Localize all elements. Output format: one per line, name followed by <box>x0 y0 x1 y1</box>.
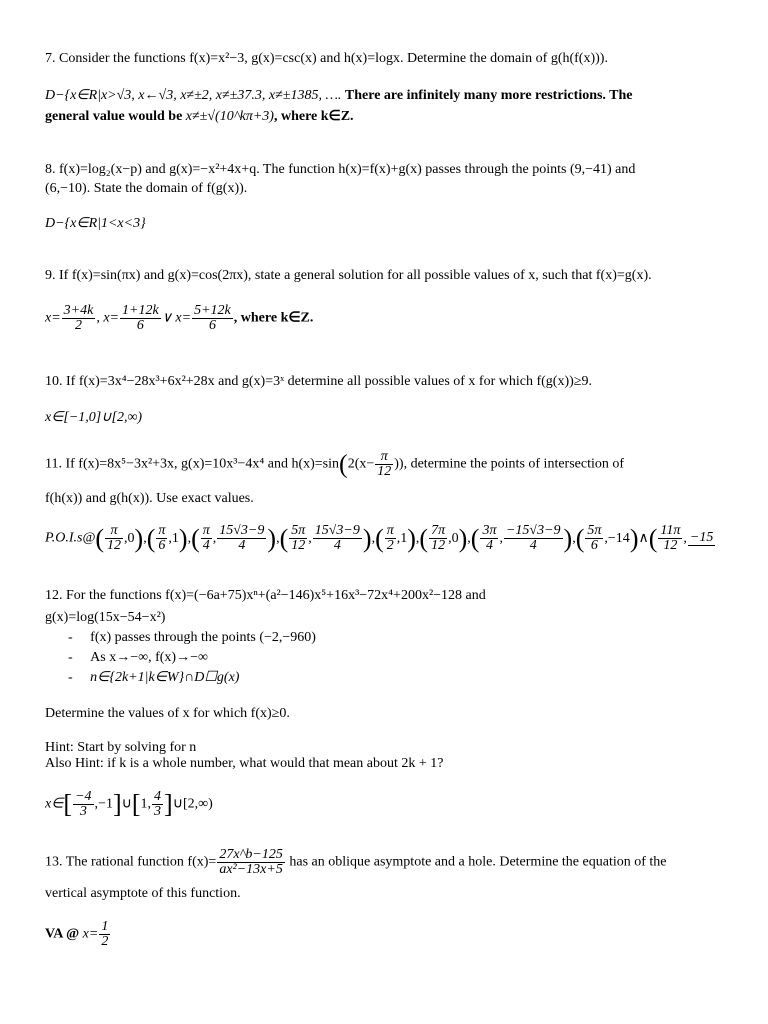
poi-y: 0 <box>127 530 135 546</box>
q11-points-list <box>95 524 716 553</box>
q12-ans-b: ,−1 <box>94 796 113 812</box>
poi-comma: , <box>499 530 503 546</box>
q11-pi-frac <box>375 450 393 479</box>
poi-comma: , <box>448 530 452 546</box>
poi-close-paren: ) <box>629 524 639 553</box>
poi-y-num: −15√3−9 <box>505 524 561 538</box>
poi-y <box>217 524 266 553</box>
q12-answer <box>45 790 213 819</box>
q12-frac-1 <box>73 790 93 819</box>
poi-comma: , <box>683 530 687 546</box>
q9-frac3 <box>192 304 233 333</box>
q7-answer-bold-2: general value would be <box>45 109 183 124</box>
poi-x-den: 12 <box>663 538 678 553</box>
poi-x <box>105 524 123 553</box>
poi-comma: , <box>396 530 401 546</box>
poi-y: 1 <box>400 530 408 546</box>
q7-question: 7. Consider the functions f(x)=x²−3, g(x)=csc(x) and h(x)=logx. Determine the domain of g(h(f(x))). <box>45 51 608 66</box>
q8-question-line-1: 8. f(x)=log₂(x−p) and g(x)=−x²+4x+q. The function h(x)=f(x)+g(x) passes through the points (9,−41) and <box>45 162 636 177</box>
q11-open-paren: ( <box>339 449 348 479</box>
poi-point <box>95 524 147 553</box>
poi-x-den: 12 <box>291 538 306 553</box>
q13-frac-den: ax²−13x+5 <box>219 862 283 877</box>
poi-comma: , <box>308 530 312 546</box>
poi-separator: , <box>415 530 420 546</box>
poi-point <box>375 524 420 553</box>
q12-bullet-1: - f(x) passes through the points (−2,−960) <box>68 630 316 645</box>
q9-frac3-num: 5+12k <box>194 303 231 318</box>
poi-x <box>201 524 212 553</box>
poi-point <box>279 524 376 553</box>
q11-question-1b: 2(x− <box>347 456 375 472</box>
poi-x-num: 5π <box>587 524 602 538</box>
poi-comma: , <box>212 530 217 546</box>
q11-answer-prefix: P.O.I.s@ <box>45 530 96 546</box>
poi-point <box>470 524 576 553</box>
q12-prompt: Determine the values of x for which f(x)≥0. <box>45 706 290 721</box>
poi-y-den: 4 <box>333 538 341 553</box>
q9-answer <box>45 304 313 333</box>
poi-x <box>156 524 167 553</box>
q9-frac1 <box>62 304 96 333</box>
q12-frac-2-den: 3 <box>154 804 162 819</box>
poi-y: 1 <box>171 530 179 546</box>
q13-frac-num: 27x^b−125 <box>219 847 283 862</box>
poi-y-den: 4 <box>529 538 537 553</box>
q13-q-b: has an oblique asymptote and a hole. Determine the equation of the <box>285 854 667 870</box>
poi-close-paren: ) <box>134 524 144 553</box>
q7-answer-line-2 <box>45 109 354 125</box>
poi-x-num: 11π <box>660 524 681 538</box>
q12-ans-e: ∪[2,∞) <box>172 796 213 812</box>
q13-frac <box>217 848 285 877</box>
poi-comma: , <box>604 530 608 546</box>
q12-bullet-1-text: f(x) passes through the points (−2,−960) <box>90 630 316 645</box>
q12-bullet-3-text: n∈{2k+1|k∈W}∩D☐g(x) <box>90 670 240 685</box>
q13-question-line-1 <box>45 848 667 877</box>
poi-x <box>658 524 682 553</box>
q9-x2: , x= <box>96 310 120 326</box>
q12-bracket-4: ] <box>164 789 173 819</box>
q9-frac3-den: 6 <box>208 318 216 333</box>
q8-answer: D−{x∈R|1<x<3} <box>45 216 146 231</box>
q8-question-line-2: (6,−10). State the domain of f(g(x)). <box>45 181 248 196</box>
poi-x-num: 7π <box>431 524 446 538</box>
poi-y-num: −15 <box>689 530 714 545</box>
poi-separator: , <box>371 530 376 546</box>
q12-bracket-3: [ <box>131 789 141 819</box>
poi-close-paren: ) <box>362 524 372 553</box>
poi-y-num: 15√3−9 <box>219 524 265 538</box>
q11-question-1c: )), determine the points of intersection of <box>394 456 625 472</box>
poi-separator: , <box>467 530 471 546</box>
q7-answer-set: D−{x∈R|x>√3, x←√3, x≠±2, x≠±37.3, x≠±1385, …. <box>45 88 342 103</box>
poi-x-num: π <box>158 524 166 538</box>
q13-question-line-2: vertical asymptote of this function. <box>45 886 241 901</box>
poi-x <box>480 524 498 553</box>
q12-hint-2: Also Hint: if k is a whole number, what would that mean about 2k + 1? <box>45 756 444 771</box>
poi-x-num: π <box>386 524 394 538</box>
poi-y: 0 <box>451 530 459 546</box>
q12-question-line-2: g(x)=log(15x−54−x²) <box>45 610 166 625</box>
poi-y-den: 4 <box>238 538 246 553</box>
poi-point <box>419 524 471 553</box>
q9-answer-tail: , where k∈Z. <box>233 310 314 326</box>
q11-pi-num: π <box>375 450 393 465</box>
poi-x-num: 3π <box>482 524 497 538</box>
q12-ans-c: ∪ <box>121 796 132 812</box>
q7-answer-line-1 <box>45 88 633 104</box>
poi-point <box>191 524 280 553</box>
poi-close-paren: ) <box>407 524 416 553</box>
q10-answer: x∈[−1,0]∪[2,∞) <box>45 410 143 425</box>
poi-close-paren: ) <box>458 524 468 553</box>
q9-frac2-num: 1+12k <box>122 303 159 318</box>
q10-question: 10. If f(x)=3x⁴−28x³+6x²+28x and g(x)=3ˣ determine all possible values of x for which f(g(x))≥9. <box>45 374 592 389</box>
q9-x3: ∨ x= <box>161 310 192 326</box>
q13-ans-a: VA @ <box>45 926 83 942</box>
q12-frac-2-num: 4 <box>154 789 162 804</box>
q13-ans-b: x= <box>82 926 99 942</box>
poi-open-paren: ( <box>279 524 289 553</box>
q12-hint-1: Hint: Start by solving for n <box>45 740 197 755</box>
q12-bracket-2: ] <box>112 789 122 819</box>
q9-x1: x= <box>45 310 61 326</box>
q13-ans-den: 2 <box>101 934 109 949</box>
poi-separator: , <box>276 530 280 546</box>
poi-x-den: 6 <box>590 538 598 553</box>
q12-ans-d: 1, <box>140 796 152 812</box>
poi-comma: , <box>124 530 128 546</box>
poi-x-num: π <box>105 524 123 539</box>
q12-bullet-2: - As x→−∞, f(x)→−∞ <box>68 650 208 665</box>
q11-question-1a: 11. If f(x)=8x⁵−3x²+3x, g(x)=10x³−4x⁴ and h(x)=sin <box>45 456 340 472</box>
q12-frac-1-den: 3 <box>79 804 87 819</box>
poi-x <box>385 524 396 553</box>
q12-question-line-1: 12. For the functions f(x)=(−6a+75)xⁿ+(a²−146)x⁵+16x³−72x⁴+200x²−128 and <box>45 588 486 603</box>
q11-pi-den: 12 <box>377 464 392 479</box>
poi-x-den: 2 <box>386 538 394 553</box>
q12-ans-a: x∈ <box>45 796 64 812</box>
q12-frac-1-num: −4 <box>75 789 92 804</box>
poi-open-paren: ( <box>575 524 585 553</box>
poi-separator: , <box>572 530 576 546</box>
poi-x-num: 5π <box>291 524 306 538</box>
poi-separator: ∧ <box>638 530 649 546</box>
poi-x <box>429 524 447 553</box>
poi-y <box>504 524 563 553</box>
poi-close-paren: ) <box>178 524 188 553</box>
poi-comma: , <box>168 530 172 546</box>
q12-bullet-2-text: As x→−∞, f(x)→−∞ <box>90 650 208 665</box>
q12-bullet-3: - n∈{2k+1|k∈W}∩D☐g(x) <box>68 670 240 685</box>
poi-separator: , <box>143 530 147 546</box>
q13-ans-frac <box>99 920 110 949</box>
q11-question-line-1 <box>45 450 624 479</box>
poi-x-den: 12 <box>431 538 446 553</box>
poi-x-den: 4 <box>202 538 210 553</box>
q9-frac2-den: 6 <box>136 318 144 333</box>
poi-open-paren: ( <box>419 524 429 553</box>
poi-open-paren: ( <box>146 524 156 553</box>
q9-frac1-num: 3+4k <box>63 303 94 318</box>
q9-frac2 <box>120 304 161 333</box>
poi-y <box>688 531 715 546</box>
poi-open-paren: ( <box>470 524 480 553</box>
poi-close-paren: ) <box>267 524 277 553</box>
q12-frac-2 <box>152 790 163 819</box>
q9-question: 9. If f(x)=sin(πx) and g(x)=cos(2πx), state a general solution for all possible values of x, such that f(x)=g(x). <box>45 268 652 283</box>
poi-point <box>146 524 192 553</box>
q7-answer-bold-1: There are infinitely many more restrictions. The <box>344 88 633 103</box>
q12-bracket-1: [ <box>63 789 73 819</box>
q13-answer <box>45 920 111 949</box>
poi-x-num: π <box>202 524 210 538</box>
q9-frac1-den: 2 <box>75 318 82 333</box>
q7-answer-formula: x≠±√(10^kπ+3) <box>185 109 274 124</box>
poi-y-num: 15√3−9 <box>314 524 360 538</box>
q13-ans-num: 1 <box>101 919 109 934</box>
poi-open-paren: ( <box>648 524 658 553</box>
poi-open-paren: ( <box>191 524 200 553</box>
q11-question-line-2: f(h(x)) and g(h(x)). Use exact values. <box>45 491 254 506</box>
poi-y: −14 <box>607 530 630 546</box>
poi-close-paren: ) <box>563 524 573 553</box>
poi-separator: , <box>187 530 192 546</box>
poi-x-den: 4 <box>485 538 493 553</box>
poi-point <box>575 524 649 553</box>
q11-answer <box>45 524 768 553</box>
poi-open-paren: ( <box>95 524 105 553</box>
q7-answer-tail: , where k∈Z. <box>273 109 354 124</box>
q13-q-a: 13. The rational function f(x)= <box>45 854 217 870</box>
poi-y <box>313 524 362 553</box>
poi-x-den: 6 <box>158 538 166 553</box>
poi-open-paren: ( <box>375 524 384 553</box>
poi-x-den: 12 <box>107 538 122 553</box>
poi-x <box>289 524 307 553</box>
poi-point <box>648 524 717 553</box>
poi-x <box>585 524 603 553</box>
